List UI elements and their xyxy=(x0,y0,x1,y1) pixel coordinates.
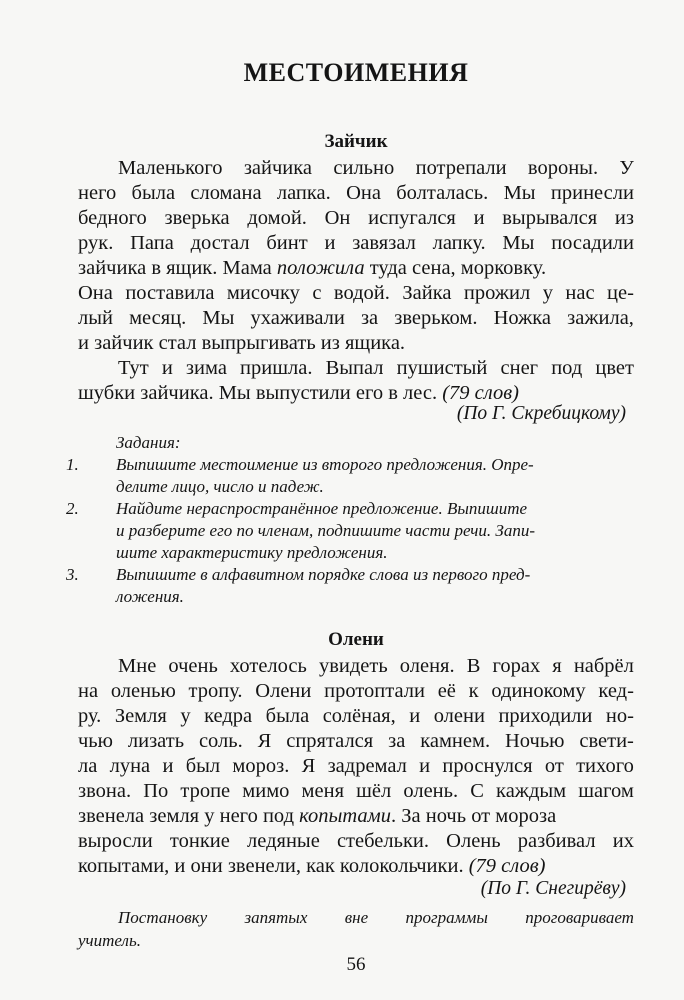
word: и xyxy=(324,232,336,254)
word: сильно xyxy=(333,157,395,179)
text-line: рук. Папа достал бинт и завязал лапку. Мы посадили xyxy=(78,232,634,254)
word: Мы xyxy=(502,232,535,254)
word: приходили xyxy=(498,705,593,727)
book-page xyxy=(66,0,634,1000)
word: и xyxy=(161,357,173,379)
word: вырывался xyxy=(502,207,598,229)
task-item-3: 3. Выпишите в алфавитном порядке слова из первого пред- xyxy=(66,565,531,584)
word: солёная, xyxy=(322,705,396,727)
word: тонкие xyxy=(169,830,230,852)
word: болталась. xyxy=(396,182,489,204)
word: кед- xyxy=(598,680,634,702)
task-item-2-cont: и разберите его по членам, подпишите части речи. Запи- xyxy=(116,521,535,540)
word: Мы xyxy=(503,182,536,204)
word: зажила, xyxy=(567,307,634,329)
word: прожил xyxy=(463,282,531,304)
word: зайчика xyxy=(243,157,313,179)
word: цвет xyxy=(595,357,634,379)
word: из xyxy=(614,207,634,229)
story-text-zaichik xyxy=(78,156,634,406)
word: мисочку xyxy=(226,282,300,304)
word: за xyxy=(360,307,379,329)
word: сломана xyxy=(190,182,262,204)
word: с xyxy=(312,282,322,304)
story-title-oleni: Олени xyxy=(328,629,384,650)
text-line: на оленью тропу. Олени протоптали её к одинокому кед- xyxy=(78,680,634,702)
word: от xyxy=(544,755,564,777)
word: кедра xyxy=(204,705,253,727)
word: была xyxy=(131,182,176,204)
note-line: учитель. xyxy=(78,931,141,950)
word: зверька xyxy=(164,207,230,229)
word: Мы xyxy=(202,307,235,329)
task-item-2-cont: шите характеристику предложения. xyxy=(116,543,388,562)
word: тропе xyxy=(180,780,231,802)
word: и xyxy=(419,755,431,777)
word: У xyxy=(619,157,634,179)
word: Она xyxy=(346,182,381,204)
word: зима xyxy=(185,357,227,379)
word: принесли xyxy=(550,182,634,204)
teacher-note xyxy=(78,906,634,952)
word: мороз. xyxy=(232,755,290,777)
word: достал xyxy=(190,232,250,254)
task-item-3-cont: ложения. xyxy=(116,587,184,606)
word: проснулся xyxy=(442,755,533,777)
word: зверьком. xyxy=(394,307,478,329)
word: мимо xyxy=(242,780,290,802)
word: тихого xyxy=(576,755,634,777)
word: за xyxy=(388,730,406,752)
word: Я xyxy=(257,730,272,752)
text-line: чью лизать соль. Я спрятался за камнем. Ночью свети- xyxy=(78,730,634,752)
word: и xyxy=(162,755,174,777)
chapter-title: МЕСТОИМЕНИЯ xyxy=(243,58,469,87)
word: олень. xyxy=(403,780,459,802)
word: запятых xyxy=(244,908,308,927)
text-line: звенела земля у него под копытами. За ночь от мороза xyxy=(78,805,557,827)
text-line: Тут и зима пришла. Выпал пушистый снег под цвет xyxy=(118,357,634,379)
word: испугался xyxy=(368,207,456,229)
word: увидеть xyxy=(318,655,388,677)
word-count: (79 слов) xyxy=(442,382,519,404)
word: поставила xyxy=(125,282,215,304)
task-item-1-cont: делите лицо, число и падеж. xyxy=(116,477,324,496)
word: стебельки. xyxy=(336,830,430,852)
page-number: 56 xyxy=(346,954,366,975)
attribution-snegirev: (По Г. Снегирёву) xyxy=(480,878,626,899)
word: у xyxy=(180,705,191,727)
word: шагом xyxy=(578,780,634,802)
text-line: зайчика в ящик. Мама положила туда сена, морковку. xyxy=(78,257,547,279)
word-count: (79 слов) xyxy=(468,855,546,877)
task-number: 2. xyxy=(66,499,79,518)
word: олени xyxy=(433,705,485,727)
emphasized-word: положила xyxy=(276,257,365,279)
word: была xyxy=(265,705,310,727)
text-line: лый месяц. Мы ухаживали за зверьком. Ножка зажила, xyxy=(78,307,634,329)
word: вне xyxy=(344,908,369,927)
word: и xyxy=(409,705,421,727)
word: лизать xyxy=(127,730,185,752)
word: лапку. xyxy=(432,232,486,254)
word: Я xyxy=(301,755,316,777)
word: программы xyxy=(405,908,488,927)
story-title-zaichik: Зайчик xyxy=(324,131,388,152)
word: завязал xyxy=(352,232,416,254)
word: Папа xyxy=(130,232,174,254)
word: Ножка xyxy=(493,307,552,329)
word: посадили xyxy=(551,232,634,254)
word: тропу. xyxy=(188,680,243,702)
word: лапка. xyxy=(276,182,331,204)
word: бинт xyxy=(266,232,308,254)
word: Выпал xyxy=(325,357,384,379)
text-line: бедного зверька домой. Он испугался и вырывался из xyxy=(78,207,634,229)
word: ледяные xyxy=(247,830,320,852)
text-line: ла луна и был мороз. Я задремал и проснулся от тихого xyxy=(78,755,634,777)
task-number: 3. xyxy=(66,565,79,584)
word: потрепали xyxy=(415,157,507,179)
tasks-heading: Задания: xyxy=(116,433,181,452)
word: у xyxy=(542,282,553,304)
text-line: звона. По тропе мимо меня шёл олень. С каждым шагом xyxy=(78,780,634,802)
text-line: Маленького зайчика сильно потрепали вороны. У xyxy=(118,157,634,179)
word: соль. xyxy=(198,730,243,752)
word: горах xyxy=(492,655,541,677)
word: спрятался xyxy=(286,730,374,752)
word: це- xyxy=(607,282,634,304)
word: месяц. xyxy=(129,307,187,329)
word: меня xyxy=(301,780,345,802)
word: протоптали xyxy=(324,680,425,702)
word: пришла. xyxy=(240,357,313,379)
word: Зайка xyxy=(402,282,452,304)
word: С xyxy=(470,780,484,802)
story-text-oleni xyxy=(78,654,634,879)
word: очень xyxy=(168,655,218,677)
word: их xyxy=(612,830,634,852)
word: разбивал xyxy=(517,830,596,852)
word: В xyxy=(466,655,481,677)
text-line: него была сломана лапка. Она болталась. Мы принесли xyxy=(78,182,634,204)
task-item-1: 1. Выпишите местоимение из второго предложения. Опре- xyxy=(66,455,534,474)
word: оленя. xyxy=(399,655,455,677)
word: был xyxy=(185,755,221,777)
word: Земля xyxy=(114,705,167,727)
word: снег xyxy=(500,357,539,379)
attribution-skrebitsky: (По Г. Скребицкому) xyxy=(456,403,626,424)
word: каждым xyxy=(496,780,567,802)
text-line: копытами, и они звенели, как колокольчики. (79 слов) xyxy=(78,855,546,877)
word: но- xyxy=(605,705,634,727)
task-number: 1. xyxy=(66,455,79,474)
task-item-2: 2. Найдите нераспространённое предложение. Выпишите xyxy=(66,499,528,518)
word: камнем. xyxy=(420,730,491,752)
emphasized-word: копытами xyxy=(299,805,391,827)
text-line: Мне очень хотелось увидеть оленя. В горах я набрёл xyxy=(118,655,634,677)
word: и xyxy=(473,207,485,229)
word: набрёл xyxy=(573,655,634,677)
word: Олени xyxy=(255,680,312,702)
word: её xyxy=(437,680,456,702)
text-line: ру. Земля у кедра была солёная, и олени приходили но- xyxy=(78,705,634,727)
word: По xyxy=(143,780,169,802)
word: пушистый xyxy=(396,357,488,379)
text-line: и зайчик стал выпрыгивать из ящика. xyxy=(78,332,406,354)
word: шёл xyxy=(356,780,392,802)
text-line: шубки зайчика. Мы выпустили его в лес. (79 слов) xyxy=(78,382,519,404)
text-line: Она поставила мисочку с водой. Зайка прожил у нас це- xyxy=(78,282,634,304)
word: Ночью xyxy=(504,730,565,752)
word: проговаривает xyxy=(525,908,634,927)
word: хотелось xyxy=(229,655,307,677)
note-line: Постановку запятых вне программы проговаривает xyxy=(118,908,634,927)
word: задремал xyxy=(327,755,407,777)
word: нас xyxy=(565,282,595,304)
word: я xyxy=(552,655,562,677)
word: луна xyxy=(109,755,151,777)
word: Он xyxy=(324,207,351,229)
word: водой. xyxy=(333,282,390,304)
word: одинокому xyxy=(491,680,586,702)
text-line: выросли тонкие ледяные стебельки. Олень разбивал их xyxy=(78,830,634,852)
tasks-block xyxy=(66,432,634,608)
word: к xyxy=(468,680,479,702)
word: свети- xyxy=(579,730,634,752)
word: домой. xyxy=(247,207,307,229)
word: Олень xyxy=(446,830,501,852)
word: оленью xyxy=(110,680,176,702)
word: вороны. xyxy=(527,157,599,179)
word: ухаживали xyxy=(250,307,345,329)
word: под xyxy=(551,357,583,379)
